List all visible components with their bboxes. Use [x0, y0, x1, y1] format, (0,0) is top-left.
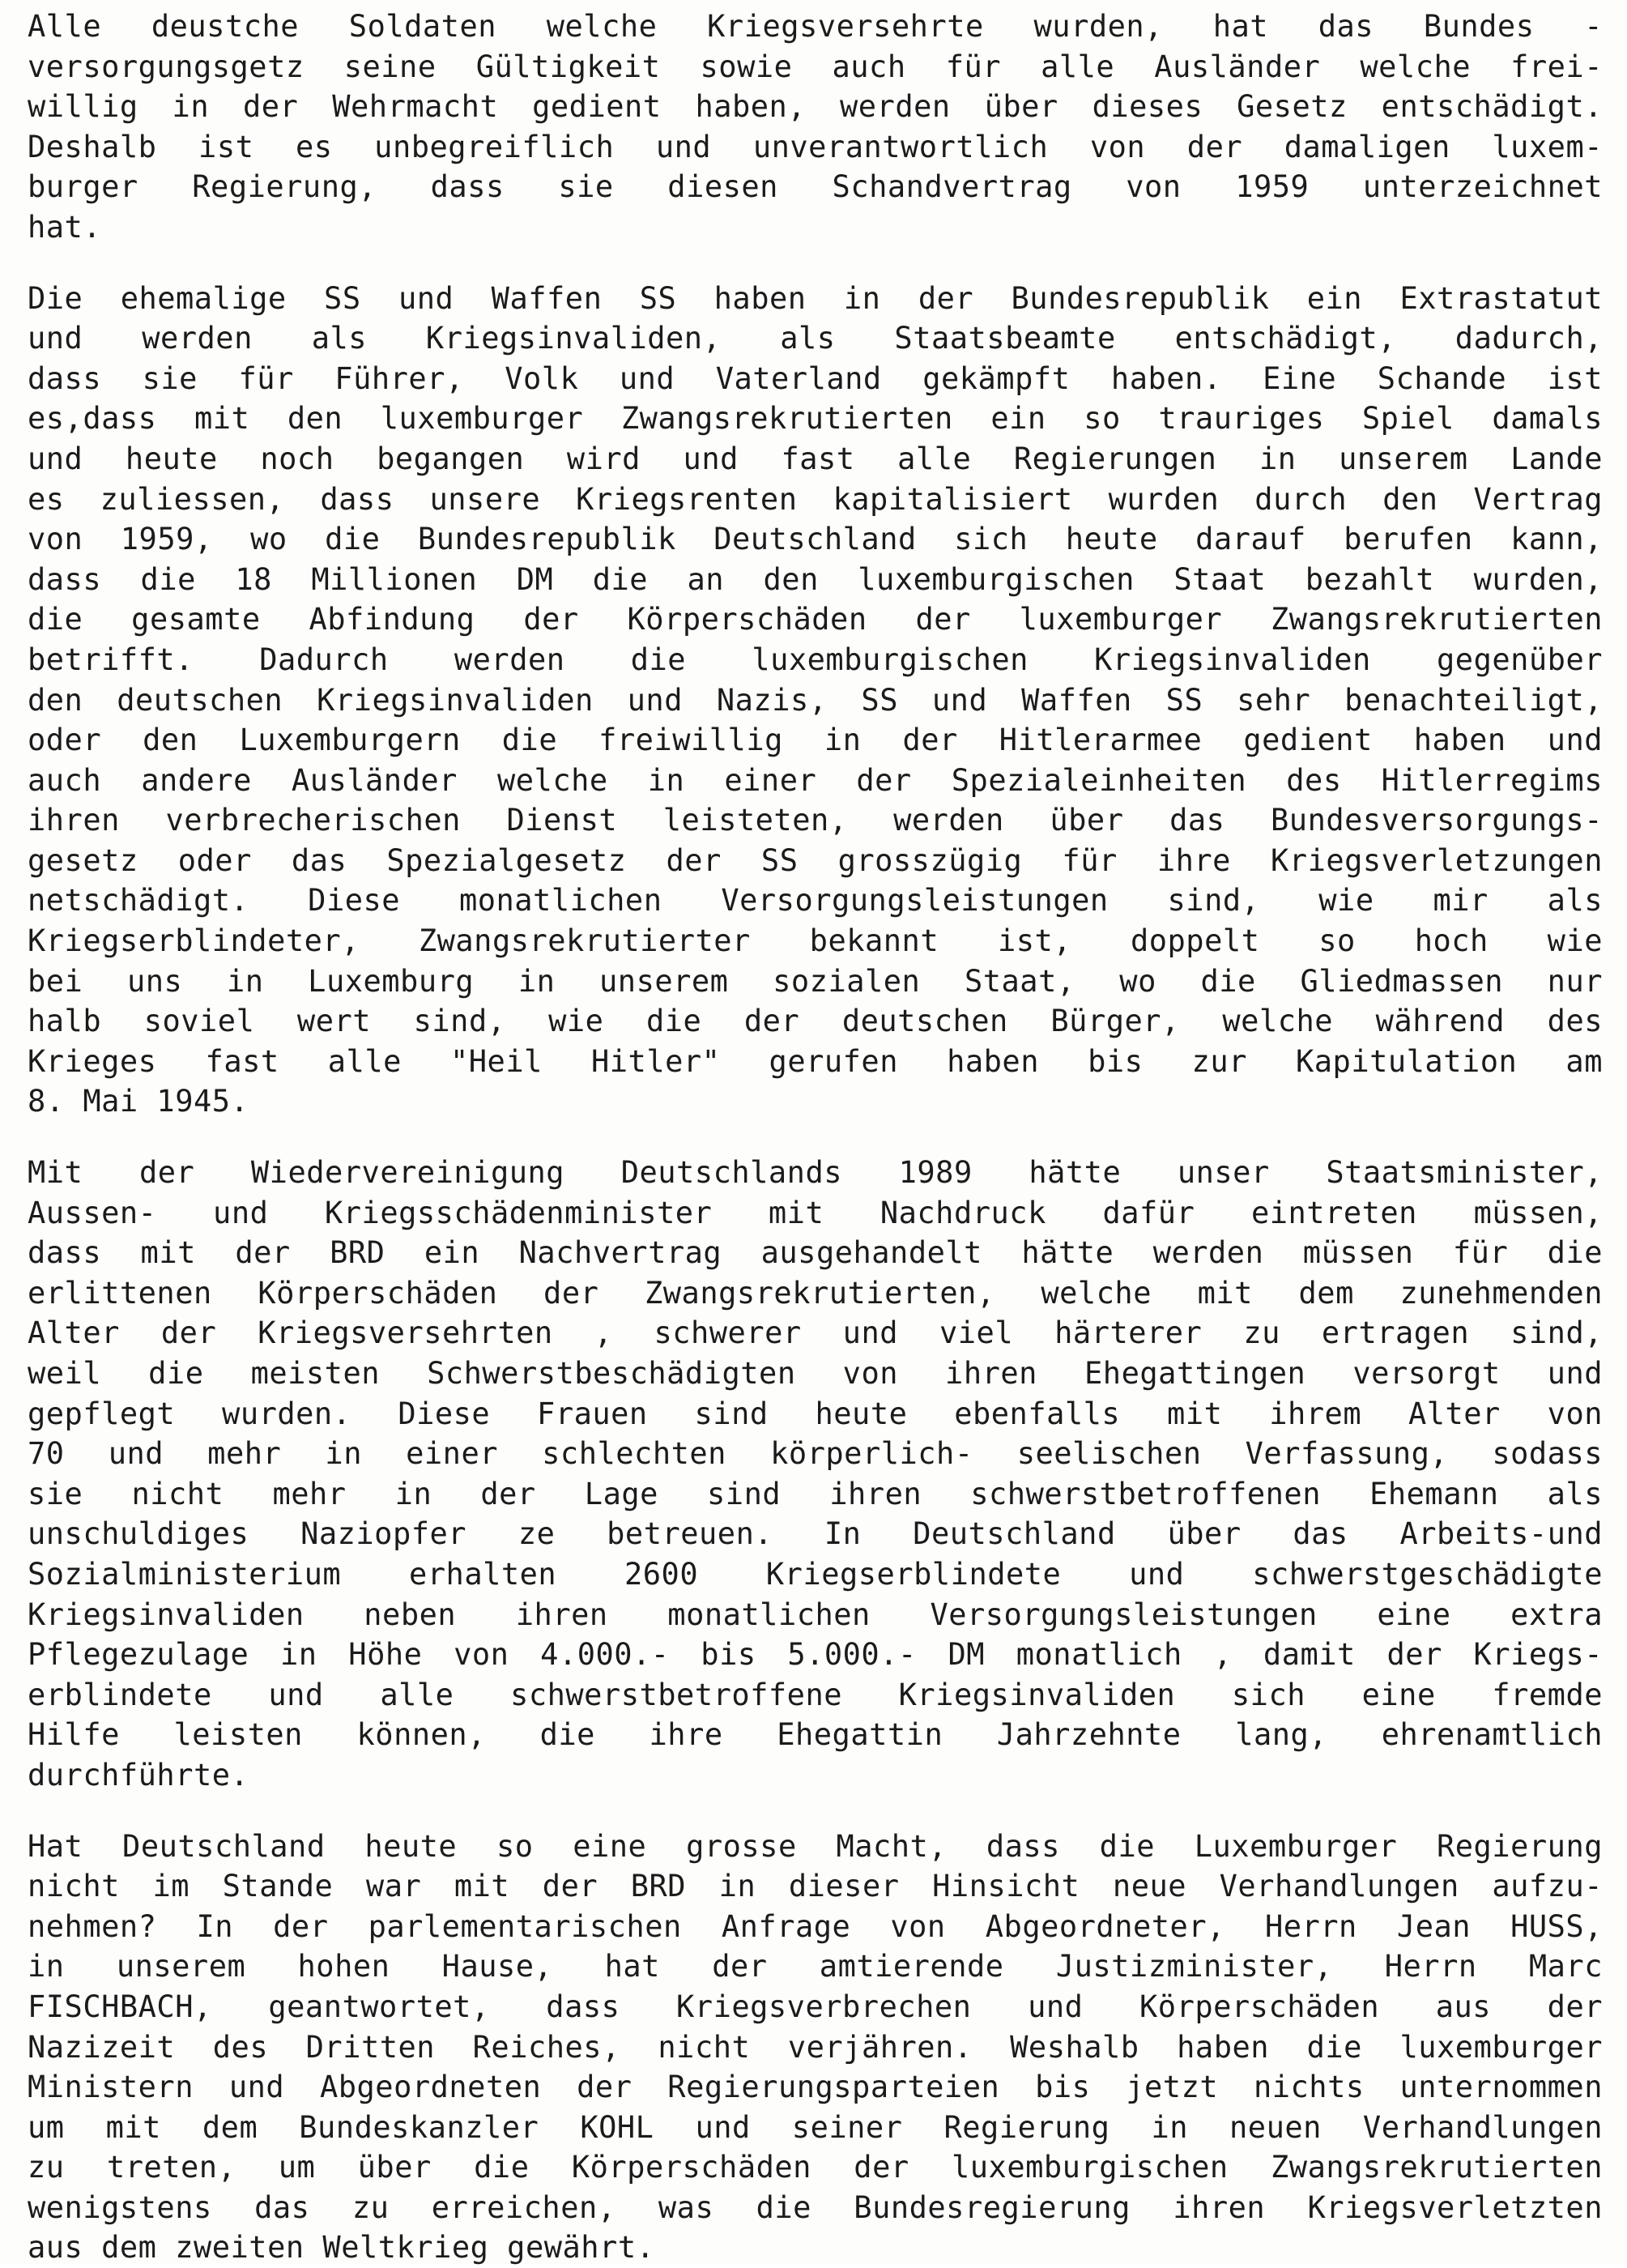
text-line: erblindete und alle schwerstbetroffene Kriegsinvaliden sich eine fremde: [28, 1677, 1603, 1712]
text-line: ihren verbrecherischen Dienst leisteten, werden über das Bundesversorgungs-: [28, 803, 1603, 838]
text-line: halb soviel wert sind, wie die der deutschen Bürger, welche während des: [28, 1004, 1603, 1039]
text-line: Kriegserblindeter, Zwangsrekrutierter bekannt ist, doppelt so hoch wie: [28, 923, 1603, 959]
text-line: burger Regierung, dass sie diesen Schandvertrag von 1959 unterzeichnet: [28, 169, 1603, 205]
paragraph-4: [28, 1827, 1603, 2268]
text-line: hat.: [28, 209, 102, 245]
text-line: aus dem zweiten Weltkrieg gewährt.: [28, 2230, 655, 2266]
text-line: und heute noch begangen wird und fast alle Regierungen in unserem Lande: [28, 441, 1603, 476]
text-line: betrifft. Dadurch werden die luxemburgischen Kriegsinvaliden gegenüber: [28, 642, 1603, 677]
paragraph-3: [28, 1153, 1603, 1796]
text-line: FISCHBACH, geantwortet, dass Kriegsverbrechen und Körperschäden aus der: [28, 1989, 1603, 2024]
text-line: Die ehemalige SS und Waffen SS haben in der Bundesrepublik ein Extrastatut: [28, 280, 1603, 316]
text-line: Deshalb ist es unbegreiflich und unverantwortlich von der damaligen luxem-: [28, 129, 1603, 164]
text-line: gepflegt wurden. Diese Frauen sind heute ebenfalls mit ihrem Alter von: [28, 1396, 1603, 1431]
text-line: die gesamte Abfindung der Körperschäden der luxemburger Zwangsrekrutierten: [28, 602, 1603, 637]
text-line: nicht im Stande war mit der BRD in dieser Hinsicht neue Verhandlungen aufzu-: [28, 1869, 1603, 1904]
text-line: gesetz oder das Spezialgesetz der SS grosszügig für ihre Kriegsverletzungen: [28, 842, 1603, 878]
paragraph-2: [28, 279, 1603, 1122]
text-line: Pflegezulage in Höhe von 4.000.- bis 5.000.- DM monatlich , damit der Kriegs-: [28, 1637, 1603, 1673]
text-line: Alter der Kriegsversehrten , schwerer und viel härterer zu ertragen sind,: [28, 1315, 1603, 1351]
text-line: es,dass mit den luxemburger Zwangsrekrutierten ein so trauriges Spiel damals: [28, 401, 1603, 437]
text-line: Kriegsinvaliden neben ihren monatlichen Versorgungsleistungen eine extra: [28, 1597, 1603, 1632]
text-line: Aussen- und Kriegsschädenminister mit Nachdruck dafür eintreten müssen,: [28, 1195, 1603, 1230]
text-line: wenigstens das zu erreichen, was die Bundesregierung ihren Kriegsverletzten: [28, 2189, 1603, 2225]
text-line: 70 und mehr in einer schlechten körperlich- seelischen Verfassung, sodass: [28, 1436, 1603, 1472]
text-line: Nazizeit des Dritten Reiches, nicht verjähren. Weshalb haben die luxemburger: [28, 2029, 1603, 2065]
text-line: den deutschen Kriegsinvaliden und Nazis, SS und Waffen SS sehr benachteiligt,: [28, 682, 1603, 718]
text-line: dass mit der BRD ein Nachvertrag ausgehandelt hätte werden müssen für die: [28, 1235, 1603, 1271]
text-line: Hat Deutschland heute so eine grosse Macht, dass die Luxemburger Regierung: [28, 1828, 1603, 1864]
text-line: Sozialministerium erhalten 2600 Kriegserblindete und schwerstgeschädigte: [28, 1556, 1603, 1592]
text-line: sie nicht mehr in der Lage sind ihren schwerstbetroffenen Ehemann als: [28, 1476, 1603, 1511]
text-line: dass sie für Führer, Volk und Vaterland gekämpft haben. Eine Schande ist: [28, 360, 1603, 396]
text-line: von 1959, wo die Bundesrepublik Deutschland sich heute darauf berufen kann,: [28, 522, 1603, 557]
text-line: Alle deustche Soldaten welche Kriegsversehrte wurden, hat das Bundes -: [28, 9, 1603, 44]
text-line: nehmen? In der parlementarischen Anfrage von Abgeordneter, Herrn Jean HUSS,: [28, 1908, 1603, 1944]
text-line: Hilfe leisten können, die ihre Ehegattin Jahrzehnte lang, ehrenamtlich: [28, 1717, 1603, 1753]
text-line: oder den Luxemburgern die freiwillig in der Hitlerarmee gedient haben und: [28, 723, 1603, 758]
paragraph-1: [28, 6, 1603, 248]
text-line: es zuliessen, dass unsere Kriegsrenten kapitalisiert wurden durch den Vertrag: [28, 481, 1603, 517]
text-line: netschädigt. Diese monatlichen Versorgungsleistungen sind, wie mir als: [28, 883, 1603, 919]
text-line: zu treten, um über die Körperschäden der luxemburgischen Zwangsrekrutierten: [28, 2150, 1603, 2185]
text-line: Ministern und Abgeordneten der Regierungsparteien bis jetzt nichts unternommen: [28, 2070, 1603, 2105]
text-line: durchführte.: [28, 1757, 249, 1793]
text-line: bei uns in Luxemburg in unserem sozialen Staat, wo die Gliedmassen nur: [28, 963, 1603, 999]
text-line: erlittenen Körperschäden der Zwangsrekrutierten, welche mit dem zunehmenden: [28, 1275, 1603, 1311]
text-line: dass die 18 Millionen DM die an den luxemburgischen Staat bezahlt wurden,: [28, 561, 1603, 597]
text-line: willig in der Wehrmacht gedient haben, werden über dieses Gesetz entschädigt.: [28, 89, 1603, 125]
text-line: auch andere Ausländer welche in einer der Spezialeinheiten des Hitlerregims: [28, 762, 1603, 798]
text-line: und werden als Kriegsinvaliden, als Staatsbeamte entschädigt, dadurch,: [28, 321, 1603, 356]
text-line: in unserem hohen Hause, hat der amtierende Justizminister, Herrn Marc: [28, 1949, 1603, 1985]
text-line: Krieges fast alle "Heil Hitler" gerufen haben bis zur Kapitulation am: [28, 1043, 1603, 1079]
text-line: Mit der Wiedervereinigung Deutschlands 1989 hätte unser Staatsminister,: [28, 1155, 1603, 1191]
text-line: versorgungsgetz seine Gültigkeit sowie auch für alle Ausländer welche frei-: [28, 49, 1603, 84]
text-line: weil die meisten Schwerstbeschädigten von ihren Ehegattingen versorgt und: [28, 1356, 1603, 1391]
text-line: unschuldiges Naziopfer ze betreuen. In Deutschland über das Arbeits-und: [28, 1516, 1603, 1552]
text-line: um mit dem Bundeskanzler KOHL und seiner Regierung in neuen Verhandlungen: [28, 2109, 1603, 2145]
text-line: 8. Mai 1945.: [28, 1084, 249, 1119]
